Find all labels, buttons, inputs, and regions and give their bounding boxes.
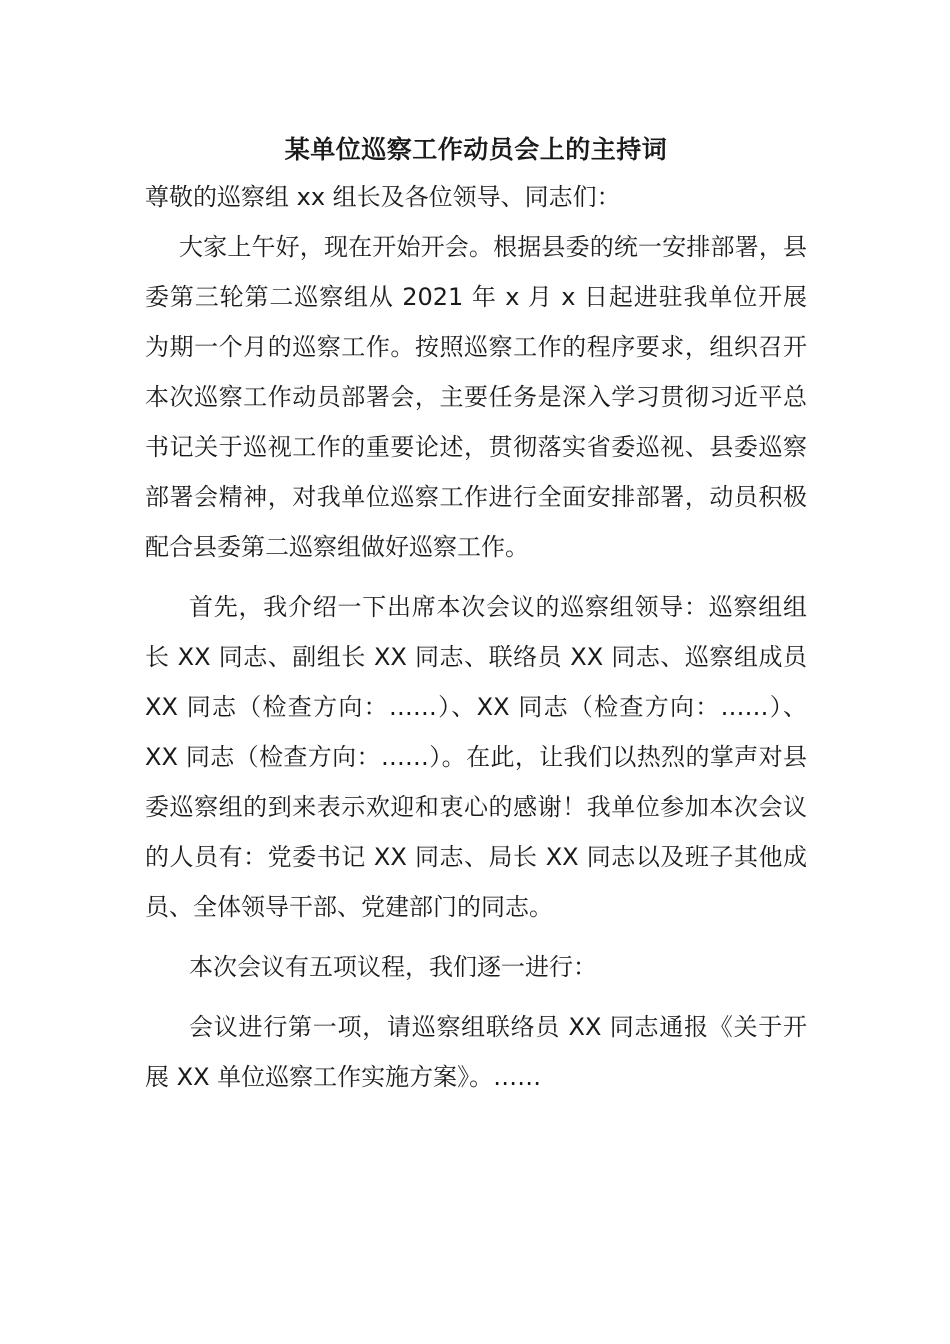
- paragraph-opening: 大家上午好，现在开始开会。根据县委的统一安排部署，县委第三轮第二巡察组从 2021 年 x 月 x 日起进驻我单位开展为期一个月的巡察工作。按照巡察工作的程序要求，组织召开本次巡察工作动员部署会，主要任务是深入学习贯彻习近平总书记关于巡视工作的重要论述，贯彻落实省委巡视、县委巡察部署会精神，对我单位巡察工作进行全面安排部署，动员积极配合县委第二巡察组做好巡察工作。: [145, 233, 807, 561]
- document-title: 某单位巡察工作动员会上的主持词: [284, 135, 668, 164]
- paragraph-agenda: 本次会议有五项议程，我们逐一进行：: [189, 953, 597, 981]
- paragraph-first-item: 会议进行第一项，请巡察组联络员 XX 同志通报《关于开展 XX 单位巡察工作实施方案》。……: [145, 1013, 807, 1091]
- document-page: [145, 128, 807, 1102]
- salutation: 尊敬的巡察组 xx 组长及各位领导、同志们：: [145, 183, 621, 211]
- paragraph-introductions: 首先，我介绍一下出席本次会议的巡察组领导：巡察组组长 XX 同志、副组长 XX 同志、联络员 XX 同志、巡察组成员 XX 同志（检查方向：……）、XX 同志（检查方向：……）、XX 同志（检查方向：……）。在此，让我们以热烈的掌声对县委巡察组的到来表示欢迎和衷心的感谢！我单位参加本次会议的人员有：党委书记 XX 同志、局长 XX 同志以及班子其他成员、全体领导干部、党建部门的同志。: [145, 593, 807, 921]
